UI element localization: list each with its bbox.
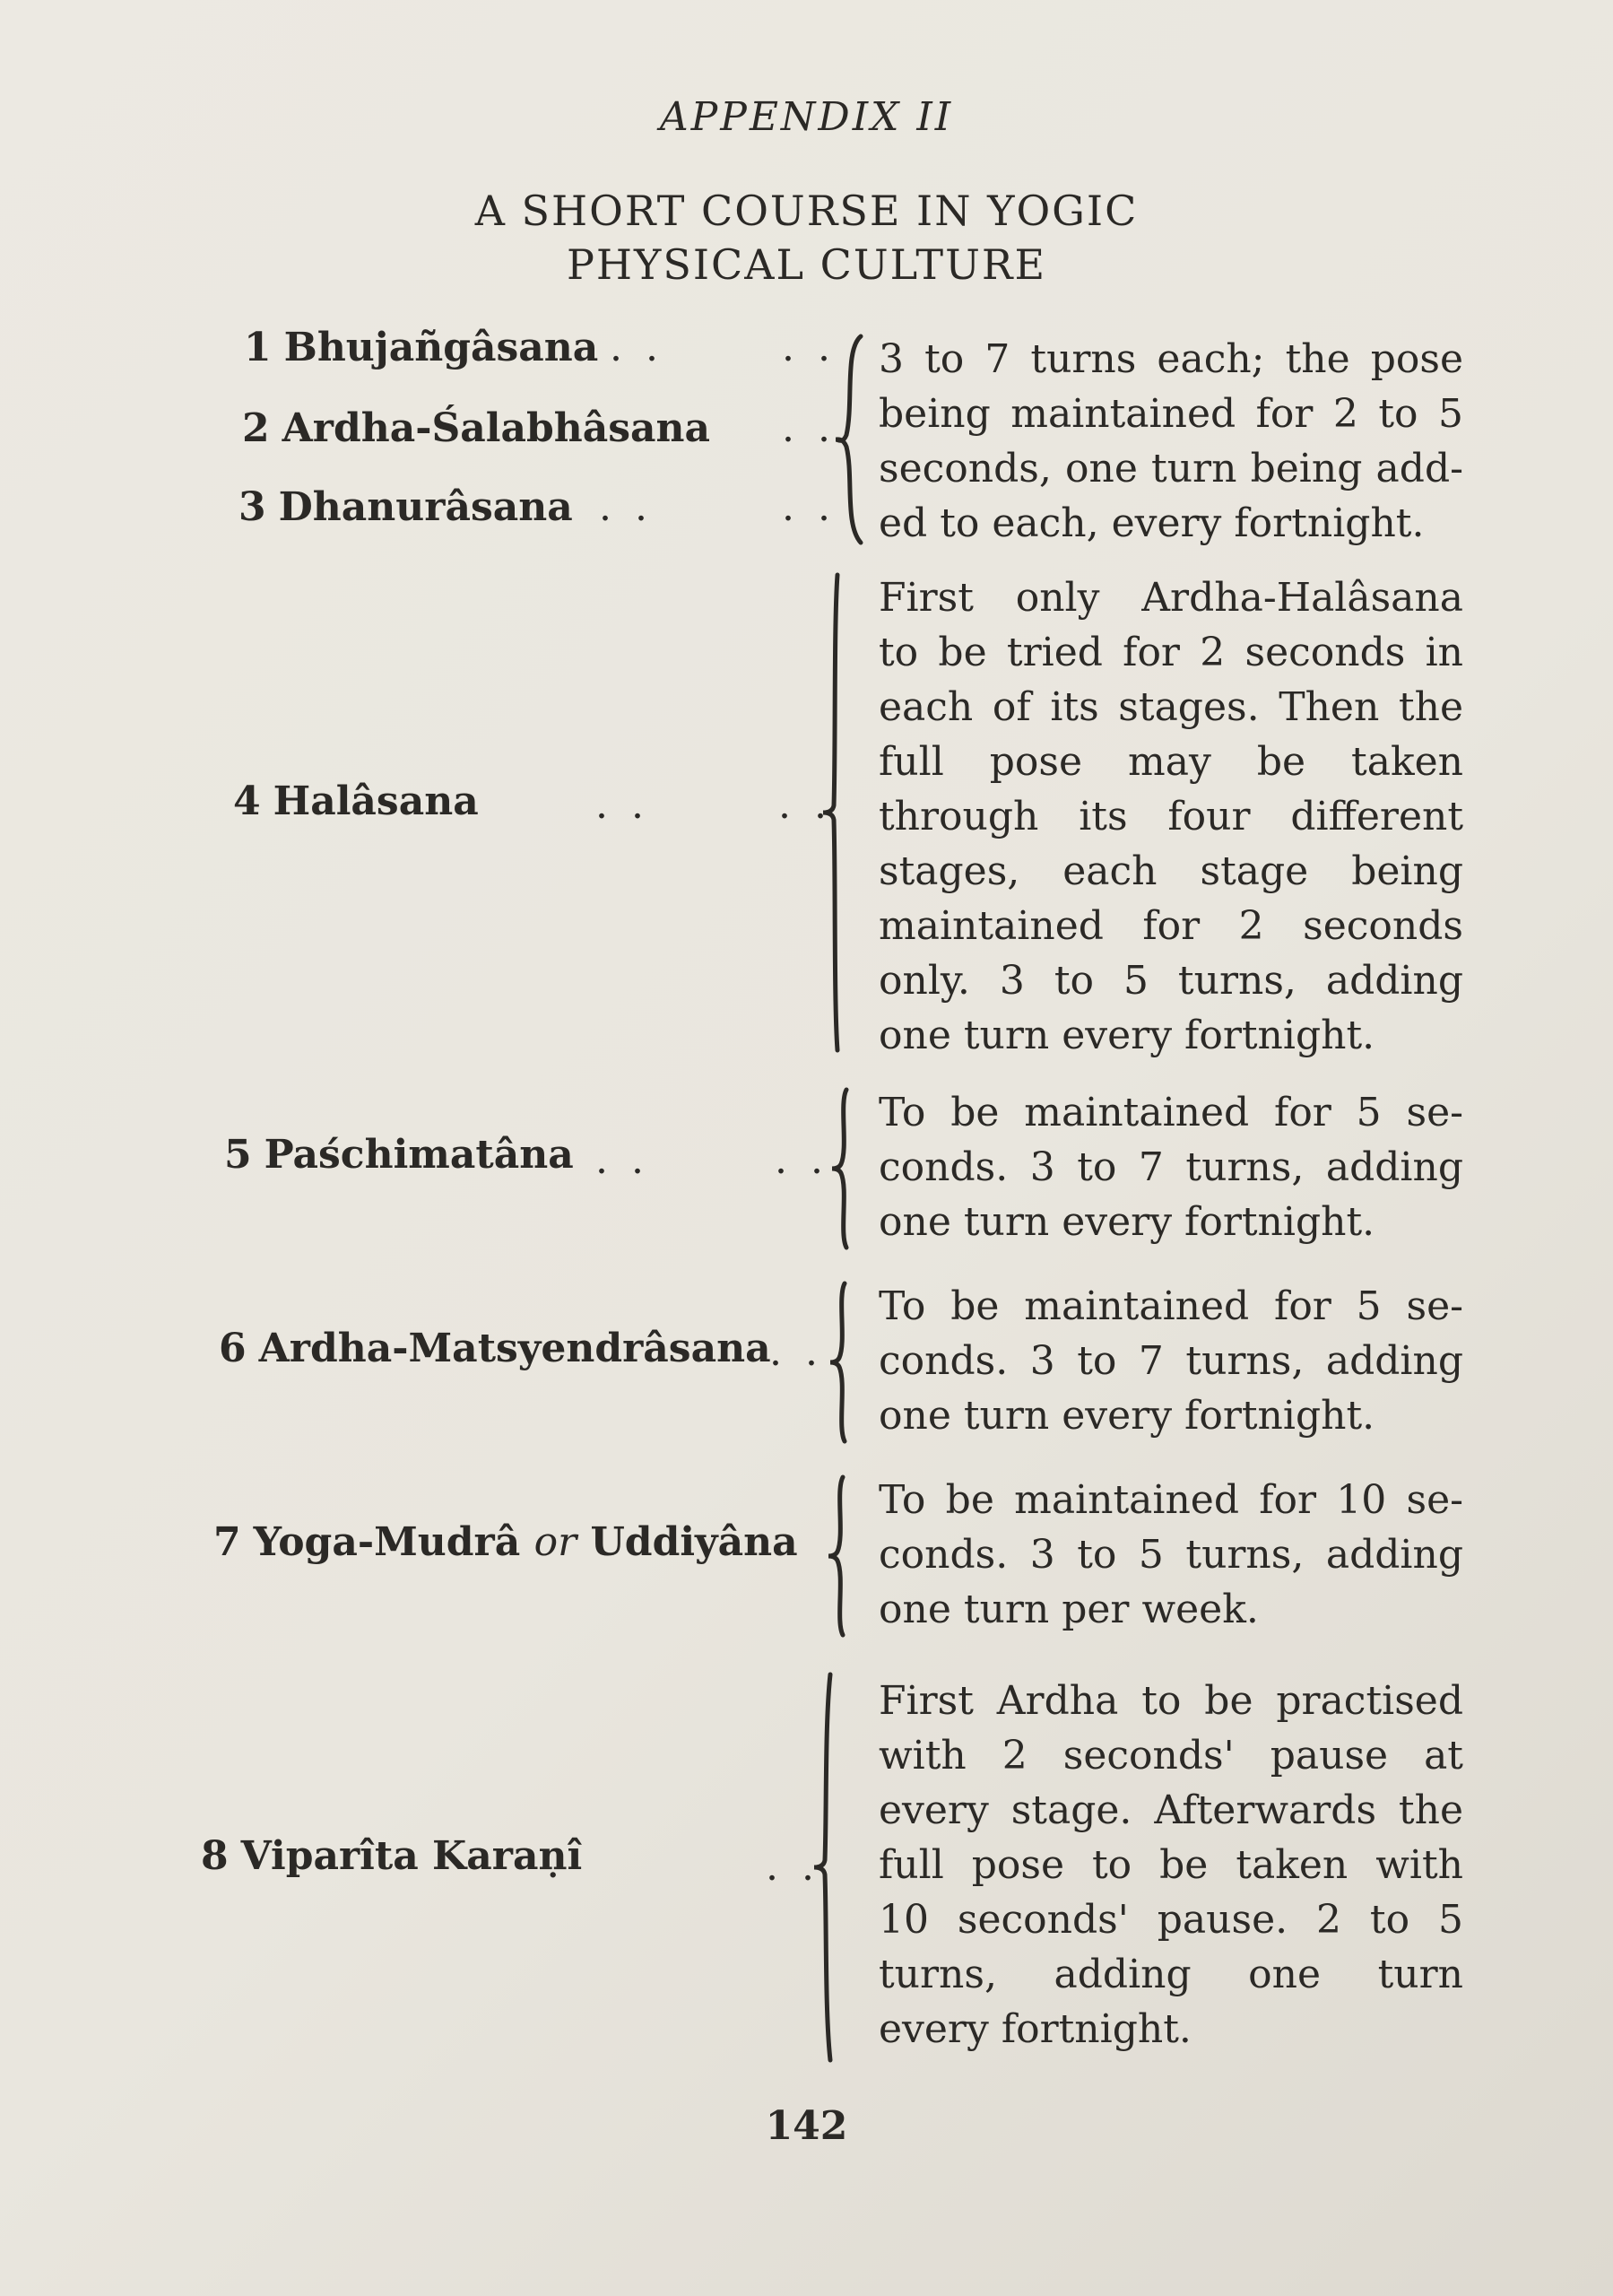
description-block-1 bbox=[879, 332, 1463, 551]
exercise-item-3 bbox=[238, 484, 573, 530]
curly-brace bbox=[823, 1473, 859, 1639]
curly-brace bbox=[818, 570, 854, 1055]
exercise-item-4 bbox=[233, 778, 479, 824]
exercise-item-2 bbox=[242, 405, 710, 451]
exercise-item-7 bbox=[213, 1519, 798, 1565]
description-line: 3 to 7 turns each; the pose bbox=[879, 336, 1463, 382]
item-name: Halâsana bbox=[273, 778, 479, 824]
item-name: Dhanurâsana bbox=[278, 484, 573, 530]
description-line: full pose to be taken with bbox=[879, 1842, 1463, 1888]
description-line: turns, adding one turn bbox=[879, 1952, 1463, 1997]
description-line: stages, each stage being bbox=[879, 848, 1463, 894]
item-name: Ardha-Matsyendrâsana bbox=[258, 1326, 771, 1371]
leader-dots: . . bbox=[610, 325, 663, 370]
item-number: 1 bbox=[244, 325, 272, 370]
description-line: conds. 3 to 7 turns, adding bbox=[879, 1144, 1463, 1190]
curly-brace bbox=[834, 332, 870, 547]
item-number: 5 bbox=[224, 1132, 252, 1178]
item-number: 4 bbox=[233, 778, 261, 824]
description-block-3 bbox=[879, 1085, 1463, 1249]
item-number: 6 bbox=[219, 1326, 247, 1371]
exercise-item-5 bbox=[224, 1132, 574, 1178]
description-line: seconds, one turn being add- bbox=[879, 446, 1463, 491]
leader-dots: . . bbox=[782, 325, 836, 370]
leader-dots: . . bbox=[599, 484, 653, 530]
leader-dots: . . bbox=[775, 1137, 828, 1183]
item-number: 8 bbox=[201, 1833, 229, 1879]
leader-dots: . . bbox=[595, 1137, 649, 1183]
description-block-2 bbox=[879, 570, 1463, 1063]
page-number: 142 bbox=[765, 2103, 848, 2149]
description-line: maintained for 2 seconds bbox=[879, 903, 1463, 949]
description-line: conds. 3 to 5 turns, adding bbox=[879, 1532, 1463, 1578]
description-block-5 bbox=[879, 1473, 1463, 1637]
item-name: Ardha-Śalabhâsana bbox=[282, 405, 711, 451]
leader-dots: . . bbox=[595, 782, 649, 828]
leader-dots: . . bbox=[782, 484, 836, 530]
description-line: every stage. Afterwards the bbox=[879, 1787, 1463, 1833]
description-line: To be maintained for 5 se- bbox=[879, 1283, 1463, 1329]
description-line: full pose may be taken bbox=[879, 739, 1463, 785]
description-line: through its four different bbox=[879, 794, 1463, 839]
item-connector: or bbox=[533, 1519, 577, 1565]
appendix-heading: APPENDIX II bbox=[659, 94, 954, 140]
exercise-item-8 bbox=[201, 1833, 582, 1879]
title-line-2: PHYSICAL CULTURE bbox=[566, 240, 1047, 289]
description-line: being maintained for 2 to 5 bbox=[879, 391, 1463, 437]
description-line: one turn every fortnight. bbox=[879, 1199, 1375, 1245]
item-number: 7 bbox=[213, 1519, 241, 1565]
description-block-6 bbox=[879, 1674, 1463, 2057]
description-line: every fortnight. bbox=[879, 2006, 1192, 2052]
title-line-1: A SHORT COURSE IN YOGIC bbox=[474, 187, 1139, 235]
description-block-4 bbox=[879, 1279, 1463, 1443]
item-name-alt: Uddiyâna bbox=[590, 1519, 798, 1565]
description-line: with 2 seconds' pause at bbox=[879, 1733, 1463, 1779]
description-line: 10 seconds' pause. 2 to 5 bbox=[879, 1897, 1463, 1943]
item-name: Yoga-Mudrâ bbox=[253, 1519, 521, 1565]
description-line: one turn every fortnight. bbox=[879, 1013, 1375, 1058]
item-name: Bhujañgâsana bbox=[283, 325, 599, 370]
leader-dots: . . bbox=[778, 782, 832, 828]
leader-dots: . . bbox=[769, 1329, 823, 1375]
curly-brace bbox=[825, 1279, 861, 1446]
item-number: 3 bbox=[238, 484, 266, 530]
description-line: First only Ardha-Halâsana bbox=[879, 575, 1463, 621]
description-line: only. 3 to 5 turns, adding bbox=[879, 958, 1463, 1004]
curly-brace bbox=[807, 1670, 843, 2065]
page-title bbox=[0, 184, 1613, 291]
leader-dots: . . bbox=[782, 405, 836, 451]
description-line: To be maintained for 5 se- bbox=[879, 1090, 1463, 1135]
description-line: ed to each, every fortnight. bbox=[879, 500, 1425, 546]
description-line: one turn per week. bbox=[879, 1587, 1259, 1632]
exercise-item-6 bbox=[219, 1326, 771, 1371]
description-line: to be tried for 2 seconds in bbox=[879, 630, 1463, 675]
exercise-item-1 bbox=[244, 325, 598, 370]
leader-dots: . . bbox=[766, 1844, 820, 1890]
description-line: First Ardha to be practised bbox=[879, 1678, 1463, 1724]
item-number: 2 bbox=[242, 405, 270, 451]
description-line: each of its stages. Then the bbox=[879, 684, 1463, 730]
item-name: Viparîta Karaṇî bbox=[240, 1833, 583, 1879]
item-name: Paśchimatâna bbox=[264, 1132, 574, 1178]
description-line: one turn every fortnight. bbox=[879, 1393, 1375, 1439]
description-line: To be maintained for 10 se- bbox=[879, 1477, 1463, 1523]
description-line: conds. 3 to 7 turns, adding bbox=[879, 1338, 1463, 1384]
curly-brace bbox=[827, 1085, 863, 1252]
